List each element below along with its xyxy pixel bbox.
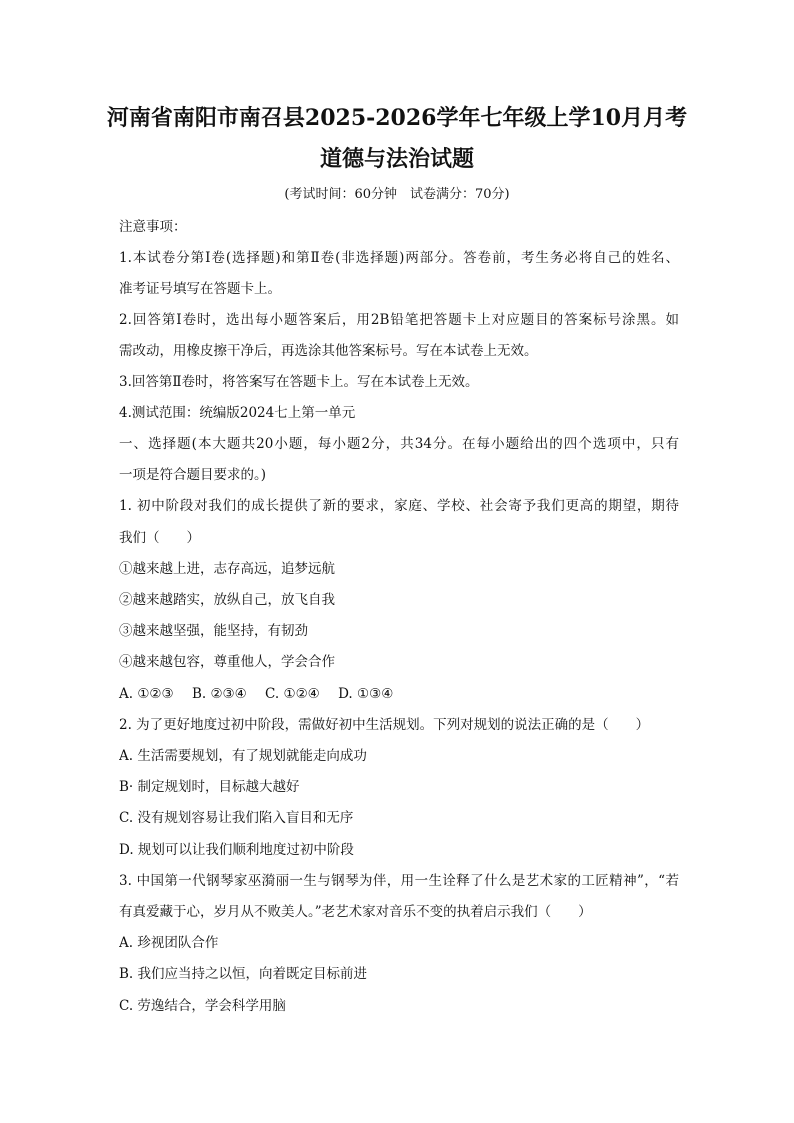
question-1-stem-line-2: 我们（ ） — [119, 530, 200, 546]
question-1-option-c: C. ①②④ — [265, 686, 320, 702]
question-2-option-a: A. 生活需要规划，有了规划就能走向成功 — [119, 748, 367, 764]
question-3-option-c: C. 劳逸结合，学会科学用脑 — [119, 998, 286, 1014]
exam-title-line2: 道德与法治试题 — [319, 146, 474, 172]
question-3-option-b: B. 我们应当持之以恒，向着既定目标前进 — [119, 966, 368, 982]
note-item-4: 4.测试范围：统编版2024七上第一单元 — [119, 405, 356, 421]
question-1-item-3: ③越来越坚强，能坚持，有韧劲 — [119, 623, 308, 639]
section-heading-line-1: 一、选择题(本大题共20小题，每小题2分，共34分。在每小题给出的四个选项中，只有 — [119, 436, 679, 452]
question-2-stem: 2. 为了更好地度过初中阶段，需做好初中生活规划。下列对规划的说法正确的是（ ） — [119, 717, 650, 733]
question-1-stem-line-1: 1. 初中阶段对我们的成长提供了新的要求，家庭、学校、社会寄予我们更高的期望，期待 — [119, 498, 679, 514]
question-3-stem-line-1: 3. 中国第一代钢琴家巫漪丽一生与钢琴为伴，用一生诠释了什么是艺术家的工匠精神”，“若 — [119, 873, 679, 889]
note-item-3: 3.回答第Ⅱ卷时，将答案写在答题卡上。写在本试卷上无效。 — [119, 374, 479, 390]
exam-title-line1: 河南省南阳市南召县2025-2026学年七年级上学10月月考 — [106, 105, 688, 131]
exam-info: (考试时间：60分钟 试卷满分：70分) — [284, 187, 510, 202]
question-1-item-4: ④越来越包容，尊重他人，学会合作 — [119, 654, 335, 670]
question-2-option-c: C. 没有规划容易让我们陷入盲目和无序 — [119, 810, 354, 826]
question-2-option-d: D. 规划可以让我们顺利地度过初中阶段 — [119, 842, 354, 858]
question-1-item-2: ②越来越踏实，放纵自己，放飞自我 — [119, 592, 335, 608]
note-item-1-line-2: 准考证号填写在答题卡上。 — [119, 281, 281, 297]
question-1-option-d: D. ①③④ — [338, 686, 394, 702]
note-item-2-line-1: 2.回答第Ⅰ卷时，选出每小题答案后，用2B铅笔把答题卡上对应题目的答案标号涂黑。如 — [119, 312, 679, 328]
question-1-item-1: ①越来越上进，志存高远，追梦远航 — [119, 561, 335, 577]
question-1-option-a: A. ①②③ — [119, 686, 174, 702]
section-heading-line-2: 一项是符合题目要求的。) — [119, 467, 267, 483]
notes-heading: 注意事项： — [119, 219, 187, 235]
note-item-1-line-1: 1.本试卷分第Ⅰ卷(选择题)和第Ⅱ卷(非选择题)两部分。答卷前，考生务必将自己的姓名、 — [119, 250, 679, 266]
question-3-stem-line-2: 有真爱藏于心，岁月从不败美人。”老艺术家对音乐不变的执着启示我们（ ） — [119, 904, 592, 920]
question-3-option-a: A. 珍视团队合作 — [119, 935, 219, 951]
question-1-options — [119, 684, 393, 704]
question-1-option-b: B. ②③④ — [191, 686, 247, 702]
question-2-option-b: B· 制定规划时，目标越大越好 — [119, 779, 300, 795]
note-item-2-line-2: 需改动，用橡皮擦干净后，再选涂其他答案标号。写在本试卷上无效。 — [119, 343, 538, 359]
